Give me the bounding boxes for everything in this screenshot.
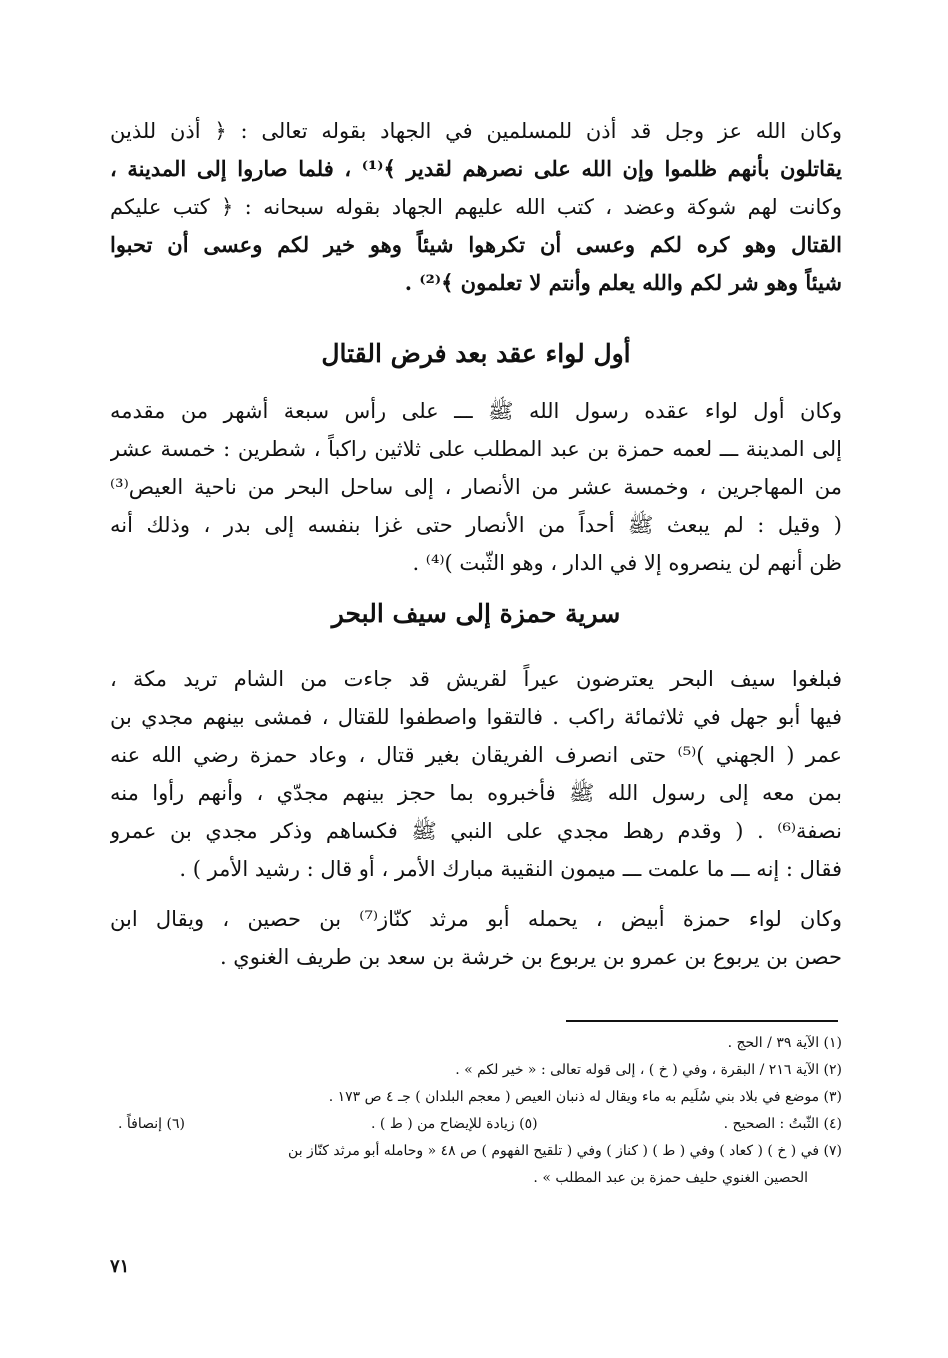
page-number: ٧١: [110, 1256, 130, 1277]
text-line: شيئاً وهو شر لكم والله يعلم وأنتم لا تعلمون ﴾⁽²⁾ .: [404, 270, 842, 295]
text-line: ظن أنهم لن ينصروه إلا في الدار ، وهو الثّبت )⁽⁴⁾ .: [412, 551, 842, 575]
section-heading: سرية حمزة إلى سيف البحر: [331, 599, 621, 628]
text-line: عمر ( الجهني )⁽⁵⁾ حتى انصرف الفريقان بغير قتال ، وعاد حمزة رضي الله عنه: [110, 743, 842, 767]
section2-paragraph-2: [110, 900, 842, 976]
text-line: حصن بن يربوع بن عمرو بن يربوع بن خرشة بن سعد بن طريف الغنوي .: [219, 945, 842, 969]
text-line: ( وقيل : لم يبعث ﷺ أحداً من الأنصار حتى غزا بنفسه إلى بدر ، وذلك أنه: [110, 513, 842, 537]
footnote: (٤) الثّبتُ : الصحيح .: [723, 1116, 842, 1132]
text-line: وكانت لهم شوكة وعضد ، كتب الله عليهم الجهاد بقوله سبحانه : ﴿ كتب عليكم: [110, 195, 842, 219]
footnote: (٦) إنصافاً .: [118, 1116, 185, 1132]
text-line: وكان لواء حمزة أبيض ، يحمله أبو مرثد كنّاز⁽⁷⁾ بن حصين ، ويقال ابن: [110, 907, 842, 931]
footnote: الحصين الغنوي حليف حمزة بن عبد المطلب » .: [533, 1170, 808, 1186]
text-line: وكان أول لواء عقده رسول الله ﷺ ـــ على رأس سبعة أشهر من مقدمه: [110, 399, 842, 423]
intro-paragraph: [110, 112, 842, 302]
footnote: (٧) في ( خ ) ( كعاد ) وفي ( ط ) ( كناز ) وفي ( تلقيح الفهوم ) ص ٤٨ « وحامله أبو مرثد كنّاز بن: [288, 1143, 842, 1159]
text-line: وكان الله عز وجل قد أذن للمسلمين في الجهاد بقوله تعالى : ﴿ أذن للذين: [110, 119, 842, 143]
section1-paragraph: [110, 392, 842, 582]
section-heading: أول لواء عقد بعد فرض القتال: [321, 339, 631, 368]
text-line: إلى المدينة ـــ لعمه حمزة بن عبد المطلب على ثلاثين راكباً ، شطرين : خمسة عشر: [110, 437, 842, 461]
section2-paragraph: [110, 660, 842, 888]
text-line: يقاتلون بأنهم ظلموا وإن الله على نصرهم لقدير ﴾⁽¹⁾ ، فلما صاروا إلى المدينة ،: [110, 156, 842, 181]
text-line: فبلغوا سيف البحر يعترضون عيراً لقريش قد جاءت من الشام تريد مكة ،: [110, 667, 842, 691]
footnotes: [118, 1030, 842, 1192]
footnote: (٣) موضع في بلاد بني سُلَيم به ماء ويقال له ذنبان العيص ( معجم البلدان ) جـ ٤ ص ١٧٣ .: [328, 1089, 842, 1105]
text-line: القتال وهو كره لكم وعسى أن تكرهوا شيئاً وهو خير لكم وعسى أن تحبوا: [110, 232, 842, 257]
footnote: (٥) زيادة للإيضاح من ( ط ) .: [371, 1116, 538, 1132]
text-line: فقال : إنه ـــ ما علمت ـــ ميمون النقيبة مبارك الأمر ، أو قال : رشيد الأمر ) .: [179, 857, 842, 881]
footnote-row: [118, 1111, 842, 1138]
footnote: (٢) الآية ٢١٦ / البقرة ، وفي ( خ ) ، إلى قوله تعالى : « خير لكم » .: [455, 1062, 842, 1078]
text-line: نصفة⁽⁶⁾ . ( وقدم رهط مجدي على النبي ﷺ فكساهم وذكر مجدي بن عمرو: [110, 819, 842, 843]
footnote: (١) الآية ٣٩ / الحج .: [727, 1035, 842, 1051]
text-line: من المهاجرين ، وخمسة عشر من الأنصار ، إلى ساحل البحر من ناحية العيص⁽³⁾: [110, 475, 842, 499]
text-line: فيها أبو جهل في ثلاثمائة راكب . فالتقوا واصطفوا للقتال ، فمشى بينهم مجدي بن: [110, 705, 842, 729]
text-line: بمن معه إلى رسول الله ﷺ فأخبروه بما حجز بينهم مجدّي ، وأنهم رأوا منه: [110, 781, 842, 805]
footnote-divider: [566, 1020, 838, 1022]
